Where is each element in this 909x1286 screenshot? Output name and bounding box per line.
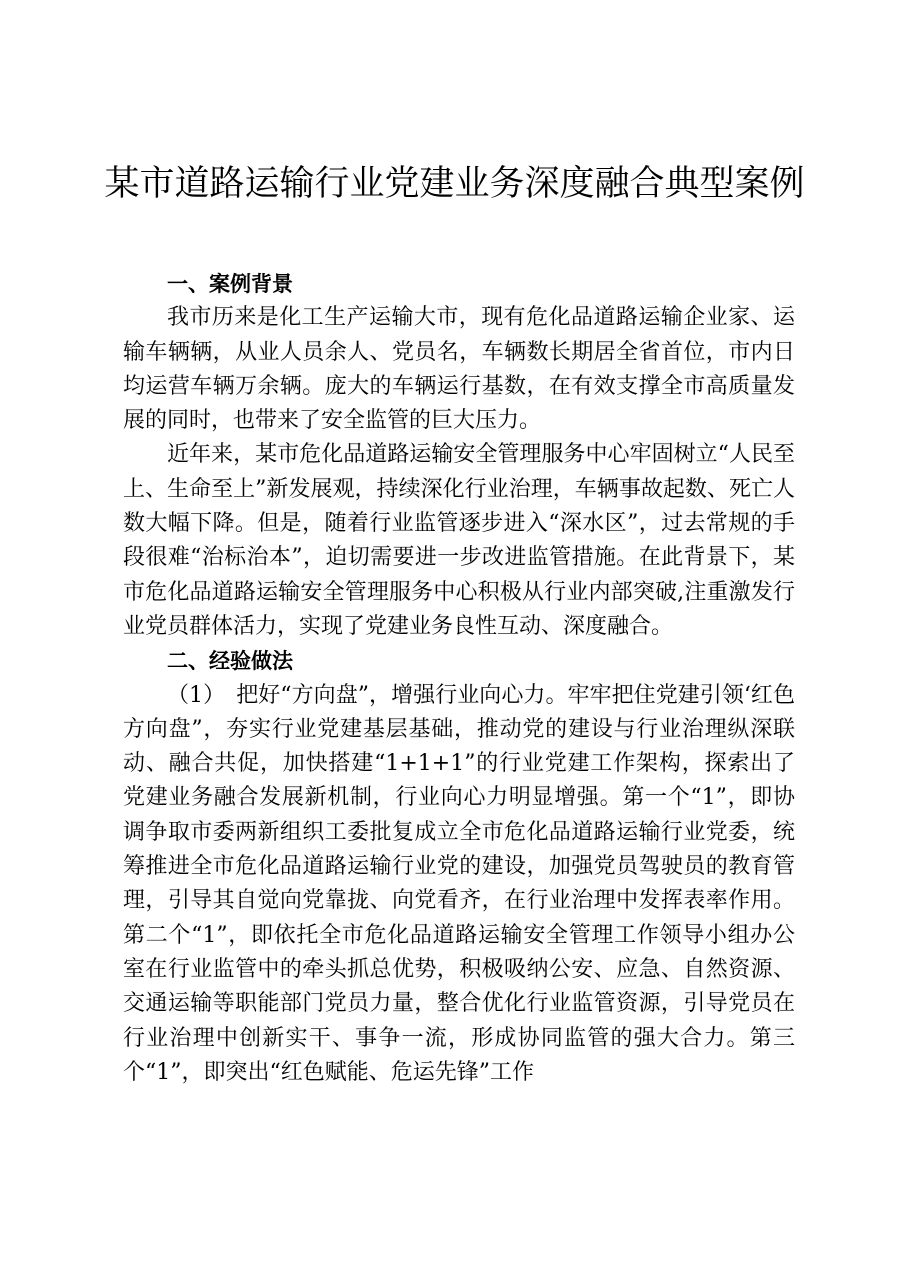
document-title: 某市道路运输行业党建业务深度融合典型案例 bbox=[104, 164, 805, 204]
section-heading: 一、案例背景 bbox=[167, 272, 293, 296]
section-heading: 二、经验做法 bbox=[167, 649, 293, 674]
paragraph: 我市历来是化工生产运输大市，现有危化品道路运输企业家、运输车辆辆，从业人员余人、党员名，车辆数长期居全省首位，市内日均运营车辆万余辆。庞大的车辆运行基数，在有效支撑全市高质量发展的同时，也带来了安全监管的巨大压力。 bbox=[123, 305, 795, 434]
paragraph: （1） 把好“方向盘”，增强行业向心力。牢牢把住党建引领‘红色方向盘”，夯实行业党建基层基础，推动党的建设与行业治理纵深联动、融合共促，加快搭建“1+1+1”的行业党建工作架构，探索出了党建业务融合发展新机制，行业向心力明显增强。第一个“1”，即协调争取市委两新组织工委批复成立全市危化品道路运输行业党委，统筹推进全市危化品道路运输行业党的建设，加强党员驾驶员的教育管理，引导其自觉向党靠拢、向党看齐，在行业治理中发挥表率作用。第二个“1”，即依托全市危化品道路运输安全管理工作领导小组办公室在行业监管中的牵头抓总优势，积极吸纳公安、应急、自然资源、交通运输等职能部门党员力量，整合优化行业监管资源，引导党员在行业治理中创新实干、事争一流，形成协同监管的强大合力。第三个“1”，即突出“红色赋能、危运先锋”工作 bbox=[123, 682, 795, 1085]
section-experience bbox=[123, 644, 795, 1090]
paragraph: 近年来，某市危化品道路运输安全管理服务中心牢固树立“人民至上、生命至上”新发展观，持续深化行业治理，车辆事故起数、死亡人数大幅下降。但是，随着行业监管逐步进入“深水区”，过去常规的手段很难“治标治本”，迫切需要进一步改进监管措施。在此背景下，某市危化品道路运输安全管理服务中心积极从行业内部突破,注重激发行业党员群体活力，实现了党建业务良性互动、深度融合。 bbox=[123, 442, 795, 639]
document-body bbox=[123, 267, 795, 1090]
section-background bbox=[123, 267, 795, 644]
